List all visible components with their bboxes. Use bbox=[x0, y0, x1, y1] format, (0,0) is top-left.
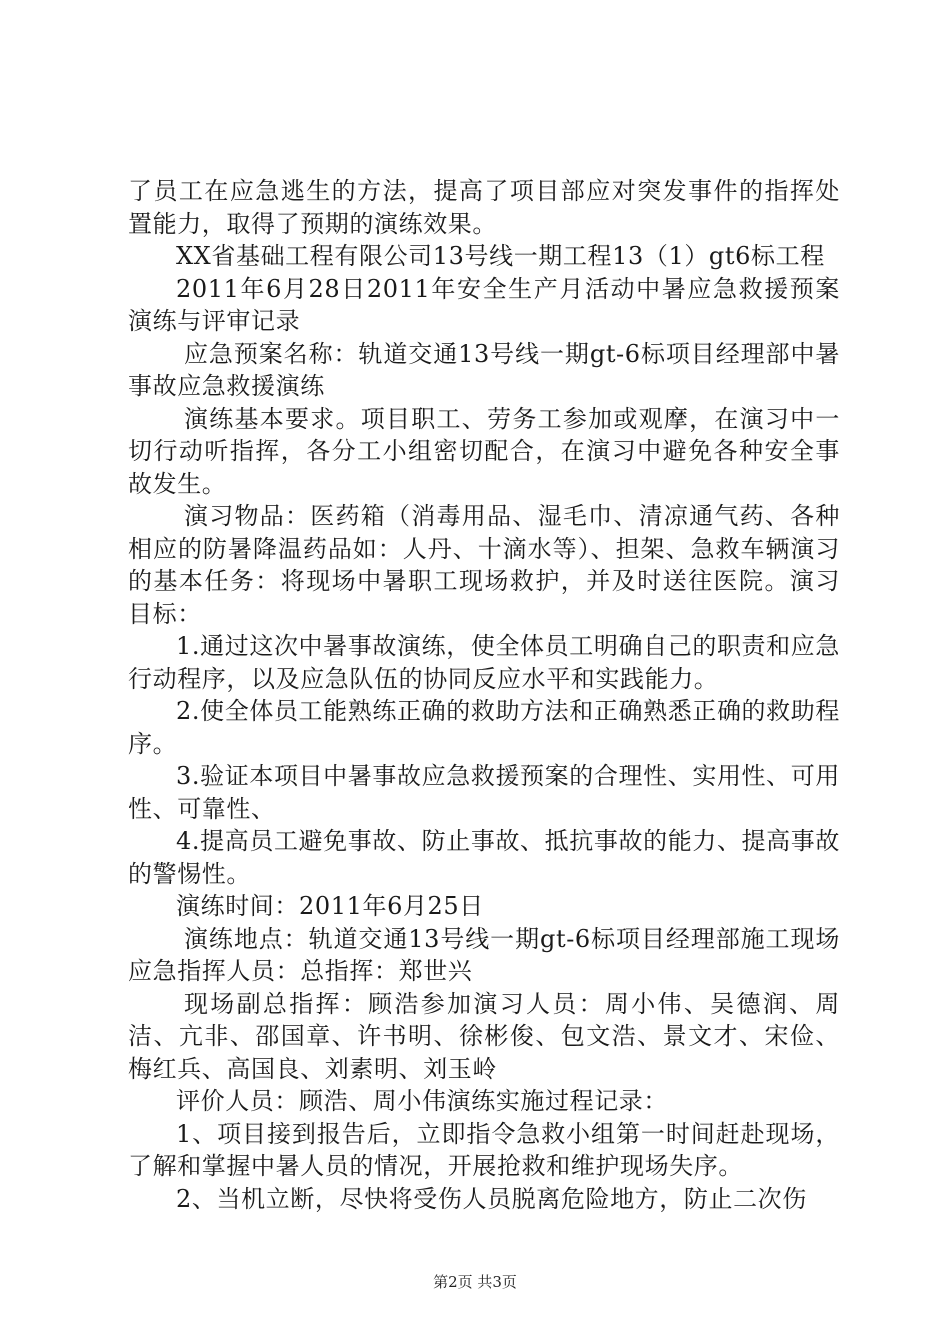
paragraph-plan-name: 应急预案名称：轨道交通13号线一期gt-6标项目经理部中暑事故应急救援演练 bbox=[128, 339, 840, 400]
paragraph-process-1: 1、项目接到报告后，立即指令急救小组第一时间赶赴现场，了解和掌握中暑人员的情况，开展抢救和维护现场失序。 bbox=[128, 1119, 840, 1180]
paragraph-continuation: 了员工在应急逃生的方法，提高了项目部应对突发事件的指挥处置能力，取得了预期的演练效果。 bbox=[128, 177, 840, 238]
paragraph-participants: 现场副总指挥：顾浩参加演习人员：周小伟、吴德润、周洁、亢非、邵国章、许书明、徐彬俊、包文浩、景文才、宋俭、梅红兵、高国良、刘素明、刘玉岭 bbox=[128, 989, 840, 1083]
paragraph-goal-1: 1.通过这次中暑事故演练，使全体员工明确自己的职责和应急行动程序，以及应急队伍的协同反应水平和实践能力。 bbox=[128, 632, 840, 693]
paragraph-goal-3: 3.验证本项目中暑事故应急救援预案的合理性、实用性、可用性、可靠性、 bbox=[128, 762, 840, 823]
paragraph-goal-4: 4.提高员工避免事故、防止事故、抵抗事故的能力、提高事故的警惕性。 bbox=[128, 827, 840, 888]
paragraph-basic-requirements: 演练基本要求。项目职工、劳务工参加或观摩，在演习中一切行动听指挥，各分工小组密切配合，在演习中避免各种安全事故发生。 bbox=[128, 404, 840, 498]
paragraph-company: XX省基础工程有限公司13号线一期工程13（1）gt6标工程 bbox=[176, 242, 825, 270]
paragraph-drill-location: 演练地点：轨道交通13号线一期gt-6标项目经理部施工现场应急指挥人员：总指挥：郑世兴 bbox=[128, 924, 840, 985]
document-body bbox=[128, 175, 840, 1215]
page-number-footer: 第2页 共3页 bbox=[433, 1273, 517, 1291]
paragraph-process-2: 2、当机立断，尽快将受伤人员脱离危险地方，防止二次伤 bbox=[176, 1184, 807, 1213]
paragraph-record-title: 2011年6月28日2011年安全生产月活动中暑应急救援预案演练与评审记录 bbox=[128, 274, 840, 335]
paragraph-drill-time: 演练时间：2011年6月25日 bbox=[176, 892, 484, 920]
paragraph-goal-2: 2.使全体员工能熟练正确的救助方法和正确熟悉正确的救助程序。 bbox=[128, 697, 840, 758]
paragraph-evaluators: 评价人员：顾浩、周小伟演练实施过程记录： bbox=[176, 1087, 668, 1115]
paragraph-drill-items: 演习物品：医药箱（消毒用品、湿毛巾、清凉通气药、各种相应的防暑降温药品如：人丹、十滴水等）、担架、急救车辆演习的基本任务：将现场中暑职工现场救护，并及时送往医院。演习目标： bbox=[128, 502, 840, 628]
